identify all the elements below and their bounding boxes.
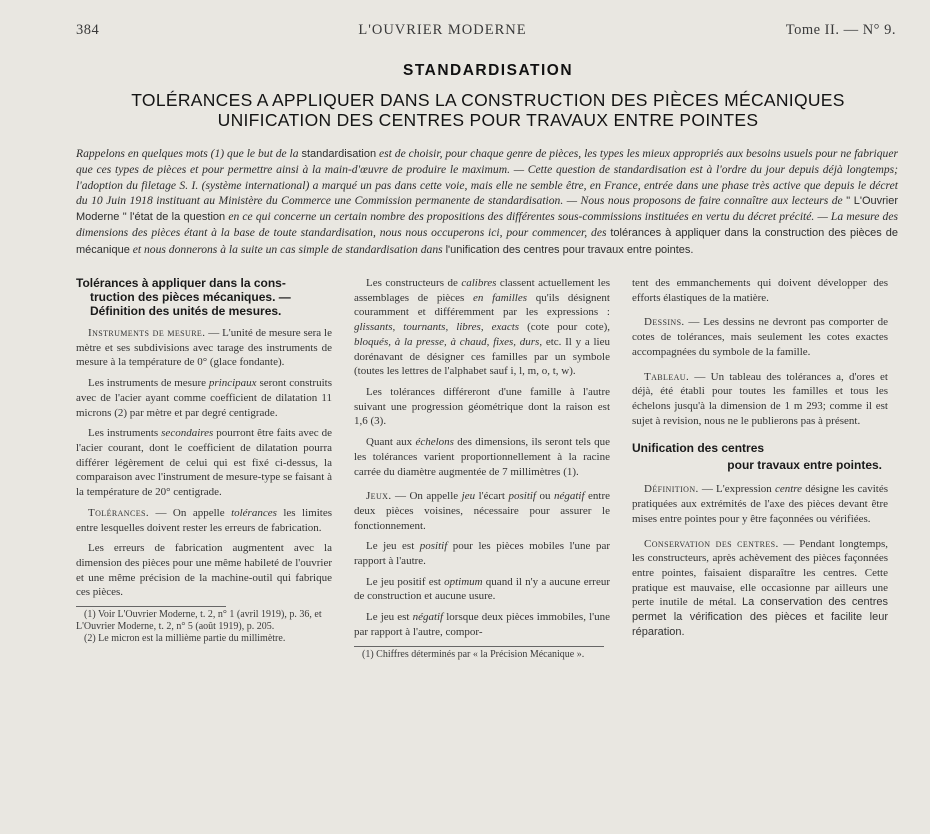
volume-number: Tome II. — N° 9. — [785, 22, 896, 38]
paragraph: Les instruments de mesure principaux seront construits avec de l'acier ayant comme coefficient de dilatation 11 microns (2) par mètre et par degré centigrade. — [76, 377, 332, 419]
footnote: (2) Le micron est la millième partie du millimètre. — [84, 633, 286, 645]
footnote-rule — [354, 646, 604, 647]
paragraph: Le jeu positif est optimum quand il n'y a aucune erreur de construction et aucune usure. — [354, 575, 611, 603]
paragraph: Les erreurs de fabrication augmentent avec la dimension des pièces pour une même habileté de l'ouvrier et une même précision de la machine-outil qui fabrique ces pièces. — [76, 542, 332, 599]
intro-text: en ce qui concerne un certain nombre des propositions des différentes sous-commissions instituées en vertu du décret précité. — La mesure des dimensions des pièces étant à la base de toute standardisation, nous nous occuperons ici, pour commencer, des — [76, 210, 898, 240]
paragraph: Les instruments secondaires pourront être faits avec de l'acier courant, dont le coefficient de dilatation pourra différer légèrement de celui qui est fixé ci-dessus, la comparaison avec l'instrument de mesure-type se faisant à la température de 20° centigrade. — [76, 427, 332, 499]
footnotes — [76, 609, 332, 645]
page-number: 384 — [76, 22, 100, 38]
paragraph: Conservation des centres. — Pendant longtemps, les constructeurs, après achèvement des pièces façonnées entre pointes, faisaient disparaître les centres. Cette pratique est mauvaise, elle occasionne par ailleurs une perte inutile de métal. La conservation des centres permet la vérification des pièces et facilite leur réparation. — [632, 537, 888, 638]
paragraph: Instruments de mesure. — L'unité de mesure sera le mètre et ses subdivisions avec tarage des instruments de mesure à la température de 0° (glace fondante). — [76, 327, 332, 369]
intro-emphasis: tolérances à appliquer dans la construction des pièces de mécanique — [76, 227, 898, 256]
intro-text: est de choisir, pour chaque genre de pièces, les types les mieux appropriés aux besoins usuels pour ne fabriquer que ces types de pièces et pour permettre ainsi à la main-d'œuvre de produire le maximum. — Cette question de standardisation est à l'ordre du jour depuis déjà longtemps; l'adoption du filetage S. I. (système international) a marqué un pas dans cette voie, mais elle ne semble être, en France, entrée dans une phase très active que depuis le décret du 10 Juin 1918 instituant au Ministère du Commerce une Commission permanente de standardisation. — Nous nous proposons de faire connaître aux lecteurs de — [76, 147, 898, 207]
paragraph: Les tolérances différeront d'une famille à l'autre suivant une progression géométrique dont la raison est 1,6 (3). — [354, 386, 610, 428]
paragraph: Tolérances. — On appelle tolérances les limites entre lesquelles doivent rester les erreurs de fabrication. — [76, 506, 332, 534]
intro-emphasis: l'unification des centres pour travaux entre pointes. — [445, 243, 694, 256]
section-title: STANDARDISATION — [402, 62, 574, 79]
intro-emphasis: " L'Ouvrier Moderne " l'état de la question — [76, 194, 899, 224]
paragraph: Le jeu est positif pour les pièces mobiles l'une par rapport à l'autre. — [354, 540, 610, 568]
column-2 — [354, 276, 610, 660]
article-title — [76, 90, 900, 130]
intro-text: et nous donnerons à la suite un cas simple de standardisation dans — [132, 242, 443, 256]
subheading-tolerances: Tolérances à appliquer dans la cons- truction des pièces mécaniques. — Définition des unités de mesures. — [76, 276, 291, 319]
journal-name: L'OUVRIER MODERNE — [358, 22, 527, 38]
paragraph: Tableau. — Un tableau des tolérances a, d'ores et déjà, été établi pour toutes les familles et tous les échelons jusqu'à la dimension de 1 m 293; comme il est sujet à revision, nous ne le publierons pas à présent. — [632, 370, 888, 427]
paragraph: Quant aux échelons des dimensions, ils seront tels que les tolérances varient proportionnellement à la racine carrée du diamètre augmentée de 7 millimètres (1). — [354, 436, 610, 478]
intro-emphasis: standardisation — [301, 148, 377, 160]
paragraph: Les constructeurs de calibres classent actuellement les assemblages de pièces en familles qu'ils désignent couramment et différemment par les expressions : glissants, tournants, libres, exacts (cote pour cote), bloqués, à la presse, à chaud, fixes, durs, etc. Il y a lieu dorénavant de désigner ces familles par un symbole (toutes les lettres de l'alphabet sauf i, l, m, o, t, w). — [354, 277, 610, 378]
article-title-line-2: UNIFICATION DES CENTRES POUR TRAVAUX ENTRE POINTES — [217, 110, 759, 130]
footnote: (1) Voir L'Ouvrier Moderne, t. 2, n° 1 (avril 1919), p. 36, et L'Ouvrier Moderne, t. 2, n° 5 (août 1919), p. 205. — [76, 609, 322, 633]
paragraph: Le jeu est négatif lorsque deux pièces immobiles, l'une par rapport à l'autre, compor- — [354, 611, 610, 638]
footnote-rule — [76, 606, 226, 607]
footnotes — [354, 649, 610, 661]
intro-paragraph — [76, 146, 898, 258]
column-3 — [632, 276, 888, 660]
subheading-centres: Unification des centres pour travaux entre pointes. — [632, 441, 882, 473]
paragraph: Dessins. — Les dessins ne devront pas comporter de cotes de tolérances, mais seulement les cotes exactes accompagnées du symbole de la famille. — [632, 316, 888, 358]
footnote: (1) Chiffres déterminés par « la Précision Mécanique ». — [362, 648, 585, 660]
running-header — [76, 22, 896, 44]
paragraph: Définition. — L'expression centre désigne les cavités pratiquées aux extrémités de l'axe des pièces devant être mises entre pointes pour y être façonnées ou vérifiées. — [632, 483, 888, 525]
paragraph: tent des emmanchements qui doivent développer des efforts élastiques de la matière. — [632, 277, 888, 304]
column-1 — [76, 276, 332, 660]
article-title-line-1: TOLÉRANCES A APPLIQUER DANS LA CONSTRUCTION DES PIÈCES MÉCANIQUES — [131, 90, 845, 110]
intro-text: Rappelons en quelques mots (1) que le but de la — [76, 147, 299, 160]
article-columns — [76, 276, 900, 660]
paragraph: Jeux. — On appelle jeu l'écart positif ou négatif entre deux pièces voisines, nécessaire pour assurer le fonctionnement. — [354, 490, 611, 532]
